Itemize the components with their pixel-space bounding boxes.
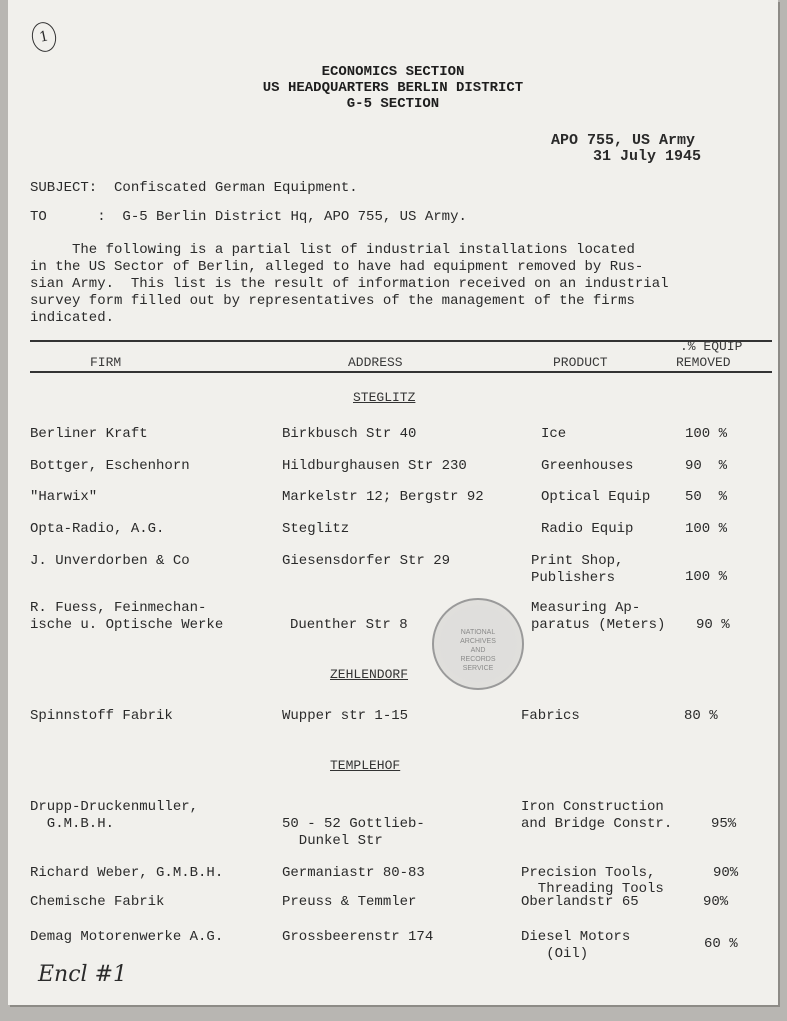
header-line-3: G-5 SECTION	[346, 96, 440, 112]
column-header-product: PRODUCT	[553, 355, 608, 370]
to-line: TO : G-5 Berlin District Hq, APO 755, US Army.	[30, 209, 467, 225]
archives-stamp: NATIONAL ARCHIVES AND RECORDS SERVICE	[432, 598, 524, 690]
section-zehlendorf: ZEHLENDORF	[330, 667, 409, 682]
table-row-product: Precision Tools, Threading Tools	[521, 865, 664, 897]
table-row-product: Optical Equip	[541, 489, 651, 505]
dateline-apo: APO 755, US Army	[551, 132, 696, 149]
column-header-removed-2: REMOVED	[676, 355, 731, 370]
body-line-1: The following is a partial list of industrial installations located	[30, 242, 635, 258]
table-row-firm: Chemische Fabrik	[30, 894, 165, 910]
table-row-product: Print Shop, Publishers	[531, 553, 624, 586]
table-row-removed: 80 %	[684, 708, 718, 724]
table-row-firm: Spinnstoff Fabrik	[30, 708, 173, 724]
section-steglitz: STEGLITZ	[353, 390, 416, 405]
table-row-address: Wupper str 1-15	[282, 708, 409, 724]
document-page	[8, 0, 778, 1005]
table-row-removed: 100 %	[685, 426, 728, 442]
table-row-firm: Bottger, Eschenhorn	[30, 458, 190, 474]
column-header-firm: FIRM	[90, 355, 122, 370]
table-row-address: Birkbusch Str 40	[282, 426, 417, 442]
table-row-firm: Demag Motorenwerke A.G.	[30, 929, 224, 945]
table-row-firm: "Harwix"	[30, 489, 98, 505]
table-row-firm: Opta-Radio, A.G.	[30, 521, 165, 537]
table-row-removed: 95%	[711, 816, 737, 832]
table-row-product: Fabrics	[521, 708, 580, 724]
table-row-address: Giesensdorfer Str 29	[282, 553, 451, 569]
body-line-2: in the US Sector of Berlin, alleged to have had equipment removed by Rus-	[30, 259, 644, 275]
table-row-product: Oberlandstr 65	[521, 894, 639, 910]
table-row-firm: J. Unverdorben & Co	[30, 553, 190, 569]
body-line-5: indicated.	[30, 310, 115, 326]
table-header-rule	[30, 371, 772, 373]
subject-line: SUBJECT: Confiscated German Equipment.	[30, 180, 358, 196]
table-row-address: Germaniastr 80-83	[282, 865, 425, 881]
table-row-firm: Richard Weber, G.M.B.H.	[30, 865, 224, 881]
table-row-product: Diesel Motors (Oil)	[521, 929, 631, 962]
column-header-removed-1: .% EQUIP	[680, 339, 743, 354]
section-templehof: TEMPLEHOF	[330, 758, 401, 773]
page-number-marker: 1	[29, 20, 59, 54]
body-line-4: survey form filled out by representatives of the management of the firms	[30, 293, 635, 309]
table-row-removed: 100 %	[685, 569, 728, 585]
table-row-removed: 100 %	[685, 521, 728, 537]
dateline-date: 31 July 1945	[593, 148, 702, 165]
table-row-address: Steglitz	[282, 521, 350, 537]
table-row-product: Radio Equip	[541, 521, 634, 537]
table-row-address: Duenther Str 8	[290, 617, 408, 633]
table-row-firm: Berliner Kraft	[30, 426, 148, 442]
table-row-product: Ice	[541, 426, 567, 442]
table-row-product: Greenhouses	[541, 458, 634, 474]
header-line-2: US HEADQUARTERS BERLIN DISTRICT	[262, 80, 524, 96]
table-row-removed: 90%	[703, 894, 729, 910]
table-row-address: Markelstr 12; Bergstr 92	[282, 489, 484, 505]
header-line-1: ECONOMICS SECTION	[321, 64, 465, 80]
table-row-removed: 50 %	[685, 489, 728, 505]
table-row-firm: Drupp-Druckenmuller, G.M.B.H.	[30, 799, 199, 832]
table-row-product: Iron Construction and Bridge Constr.	[521, 799, 673, 832]
table-row-address: Preuss & Temmler	[282, 894, 417, 910]
table-row-removed: 90 %	[685, 458, 728, 474]
table-row-removed: 90%	[713, 865, 739, 881]
body-line-3: sian Army. This list is the result of information received on an industrial	[30, 276, 669, 292]
table-row-removed: 90 %	[696, 617, 730, 633]
table-row-address: Grossbeerenstr 174	[282, 929, 434, 945]
handwritten-enclosure-note: Encl #1	[38, 962, 128, 987]
table-row-firm: R. Fuess, Feinmechan- ische u. Optische Werke	[30, 600, 224, 633]
table-row-address: 50 - 52 Gottlieb- Dunkel Str	[282, 816, 425, 849]
table-row-product: Measuring Ap- paratus (Meters)	[531, 600, 666, 633]
table-top-rule	[30, 340, 772, 342]
column-header-address: ADDRESS	[348, 355, 403, 370]
table-row-removed: 60 %	[704, 936, 738, 952]
table-row-address: Hildburghausen Str 230	[282, 458, 467, 474]
